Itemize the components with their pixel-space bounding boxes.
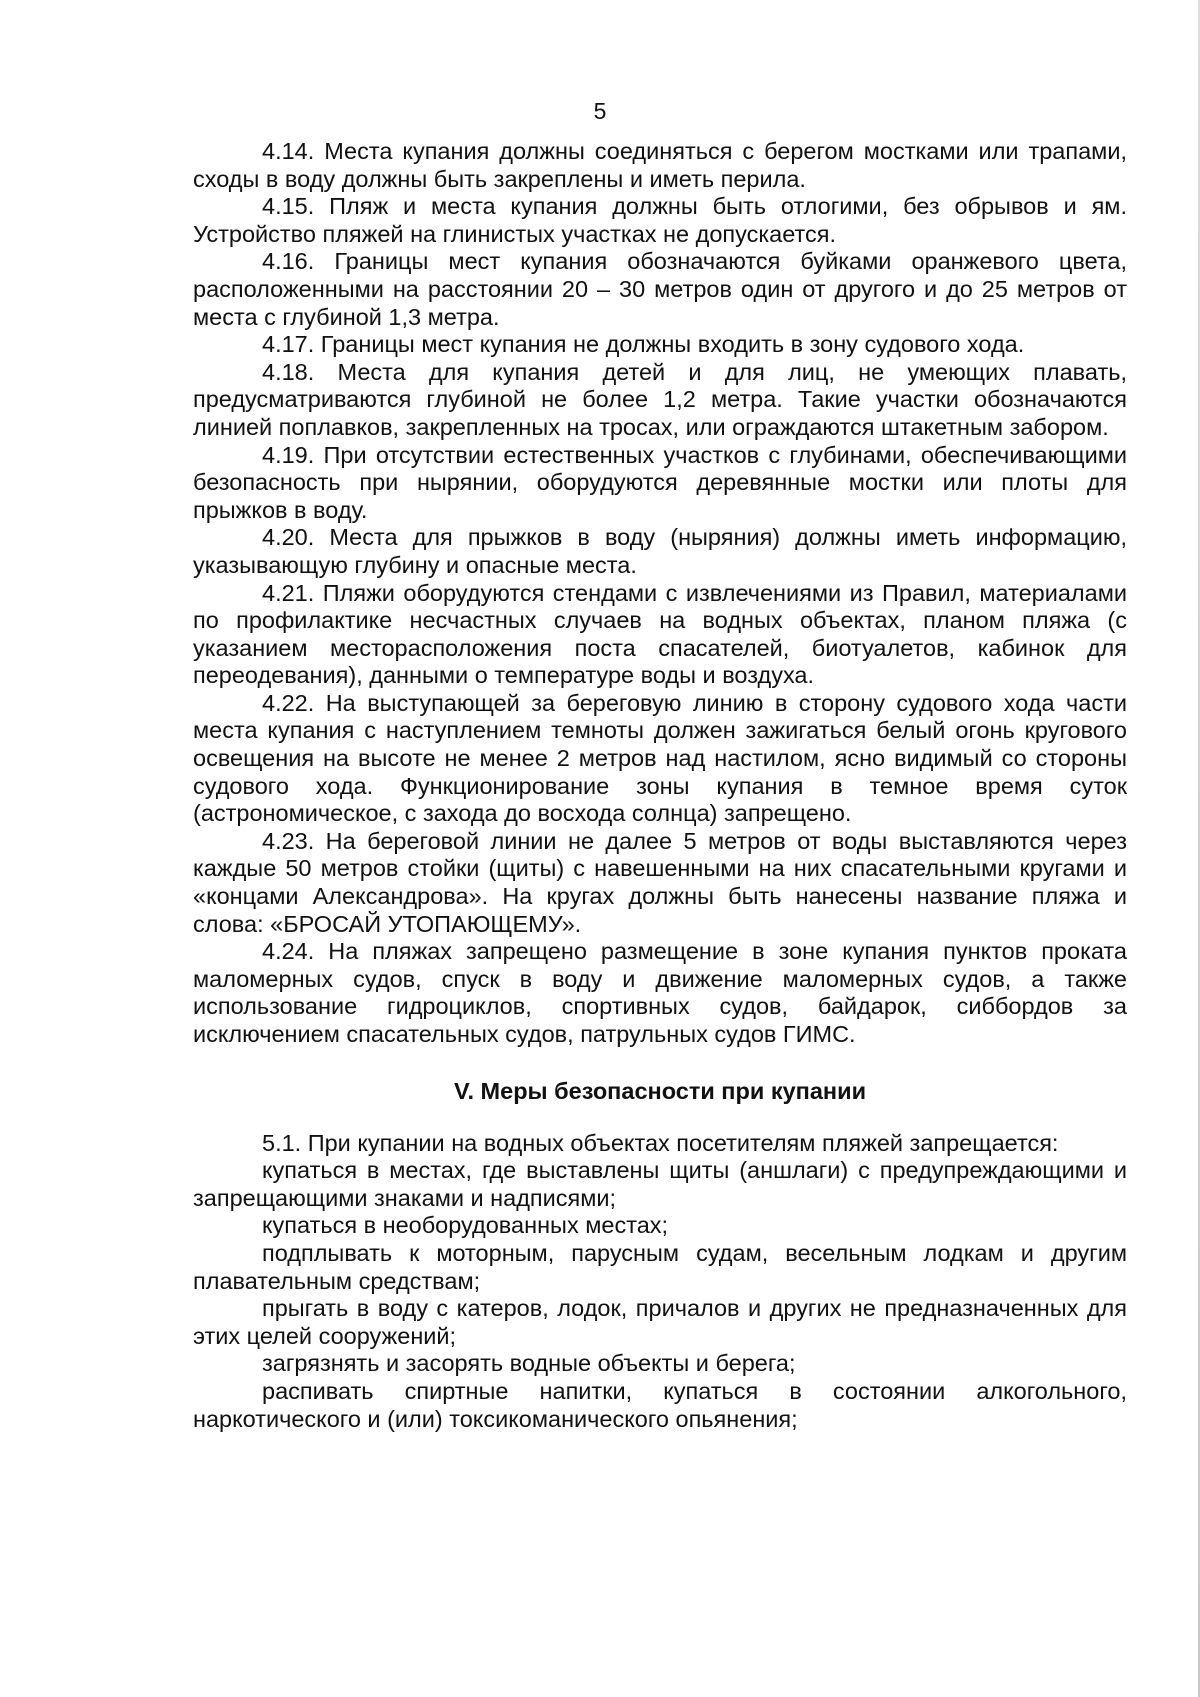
paragraph-4-15: 4.15. Пляж и места купания должны быть отлогими, без обрывов и ям. Устройство пляжей на глинистых участках не допускается. <box>193 193 1127 247</box>
paragraph-4-19: 4.19. При отсутствии естественных участков с глубинами, обеспечивающими безопасность при нырянии, оборудуются деревянные мостки или плоты для прыжков в воду. <box>193 441 1127 523</box>
paragraph-4-21: 4.21. Пляжи оборудуются стендами с извлечениями из Правил, материалами по профилактике несчастных случаев на водных объектах, планом пляжа (с указанием месторасположения поста спасателей, биотуалетов, кабинок для переодевания), данными о температуре воды и воздуха. <box>193 579 1127 689</box>
list-item: распивать спиртные напитки, купаться в состоянии алкогольного, наркотического и (или) токсикоманического опьянения; <box>193 1377 1127 1432</box>
page-number: 5 <box>593 98 607 124</box>
paragraph-4-24: 4.24. На пляжах запрещено размещение в зоне купания пунктов проката маломерных судов, спуск в воду и движение маломерных судов, а также использование гидроциклов, спортивных судов, байдарок, сиббордов за исключением спасательных судов, патрульных судов ГИМС. <box>193 938 1127 1047</box>
paragraph-5-1: 5.1. При купании на водных объектах посетителям пляжей запрещается: <box>262 1129 1059 1156</box>
paragraph-4-22: 4.22. На выступающей за береговую линию в сторону судового хода части места купания с наступлением темноты должен зажигаться белый огонь кругового освещения на высоте не менее 2 метров над настилом, ясно видимый со стороны судового хода. Функционирование зоны купания в темное время суток (астрономическое, с захода до восхода солнца) запрещено. <box>193 689 1127 827</box>
list-item: купаться в местах, где выставлены щиты (аншлаги) с предупреждающими и запрещающими знаками и надписями; <box>193 1157 1127 1211</box>
list-item: прыгать в воду с катеров, лодок, причалов и других не предназначенных для этих целей сооружений; <box>193 1295 1127 1349</box>
section-title: V. Меры безопасности при купании <box>453 1077 867 1104</box>
paragraph-4-20: 4.20. Места для прыжков в воду (ныряния) должны иметь информацию, указывающую глубину и опасные места. <box>193 524 1127 578</box>
paragraph-4-14: 4.14. Места купания должны соединяться с берегом мостками или трапами, сходы в воду должны быть закреплены и иметь перила. <box>193 138 1127 192</box>
paragraph-4-23: 4.23. На береговой линии не далее 5 метров от воды выставляются через каждые 50 метров стойки (щиты) с навешенными на них спасательными кругами и «концами Александрова». На кругах должны быть нанесены название пляжа и слова: «БРОСАЙ УТОПАЮЩЕМУ». <box>193 827 1127 937</box>
list-item: загрязнять и засорять водные объекты и берега; <box>262 1350 796 1377</box>
paragraph-4-18: 4.18. Места для купания детей и для лиц, не умеющих плавать, предусматриваются глубиной не более 1,2 метра. Такие участки обозначаются линией поплавков, закрепленных на тросах, или ограждаются штакетным забором. <box>193 358 1127 440</box>
list-item: купаться в необорудованных местах; <box>262 1212 669 1239</box>
document-body <box>193 138 1127 1433</box>
list-item: подплывать к моторным, парусным судам, весельным лодкам и другим плавательным средствам; <box>193 1239 1127 1294</box>
paragraph-4-17: 4.17. Границы мест купания не должны входить в зону судового хода. <box>262 331 1025 358</box>
paragraph-4-16: 4.16. Границы мест купания обозначаются буйками оранжевого цвета, расположенными на расстоянии 20 – 30 метров один от другого и до 25 метров от места с глубиной 1,3 метра. <box>193 248 1127 330</box>
prohibitions-list <box>193 1157 1127 1433</box>
